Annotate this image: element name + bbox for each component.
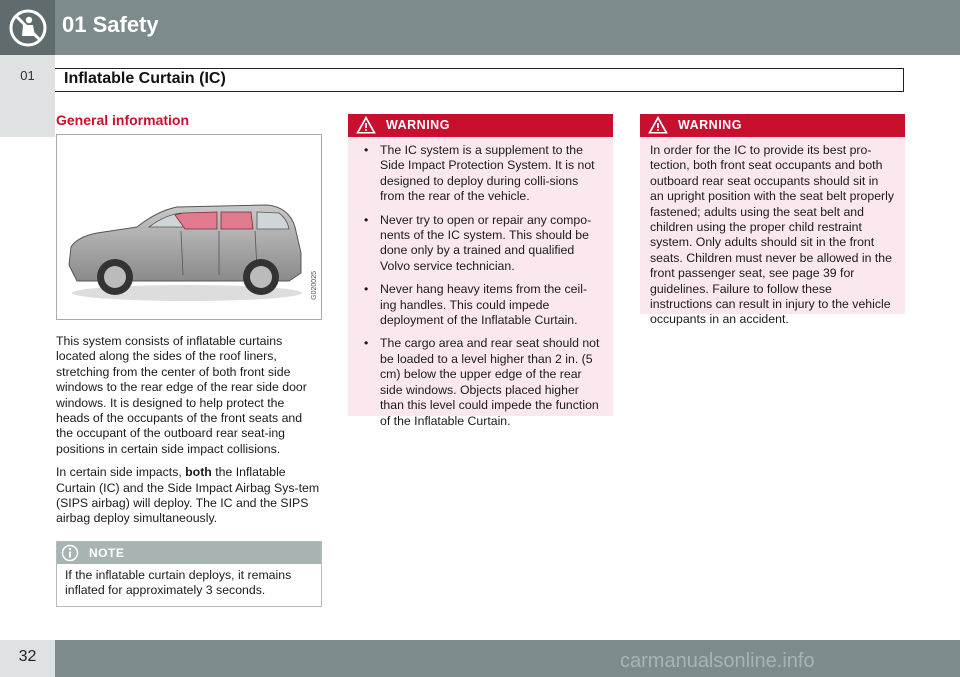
general-paragraph-2 [56,465,321,527]
page-footer [0,640,960,677]
list-item [358,336,603,428]
car-side-curtain-illustration [57,135,321,319]
page-number: 32 [18,648,37,665]
vehicle-illustration [56,134,322,320]
bullet-glyph: • [364,282,369,297]
warning-item-text: The cargo area and rear seat should not be loaded to a level higher than 2 in. (5 cm) below the upper edge of the rear side windows. Objects placed higher than this level could impede the function of the Inflatable Curtain. [380,336,600,428]
bullet-glyph: • [364,143,369,157]
warning-title-2: WARNING [678,118,742,132]
illustration-code: G020025 [311,271,318,300]
list-item [358,143,603,205]
warning-text-2: In order for the IC to provide its best pro-tection, both front seat occupants and both outboard rear seat occupants should sit in an upright position with the seat belt properly fastened; adults using the seat belt and children using the proper child restraint system. Only adults should sit in the front seats. Children must never be allowed in the front passenger seat, see page 39 for guidelines. Failure to follow these instructions can result in injury to the vehicle occupants in an accident. [650,143,895,327]
seatbelt-prohibited-icon [8,8,48,48]
section-title: Inflatable Curtain (IC) [64,70,226,87]
general-information-heading: General information [56,112,190,128]
info-icon [61,544,79,562]
header-icon-box [0,0,55,55]
chapter-title: 01 Safety [62,12,159,37]
warning-box-1 [348,114,613,428]
warning-item-text: Never hang heavy items from the ceil-ing handles. This could impede deployment of the Inflatable Curtain. [380,282,588,328]
note-box [56,541,322,607]
warning-box-2 [640,114,905,327]
note-title: NOTE [89,545,125,560]
note-header [57,542,321,564]
warning-item-text: The IC system is a supplement to the Side Impact Protection System. It is not designed to deploy during colli-sions from the rear of the vehicle. [380,143,595,204]
general-paragraph-1: This system consists of inflatable curtains located along the sides of the roof liners, stretching from the center of both front side windows to the rear edge of the rear side door windows. It is designed to help protect the heads of the occupants of the front seats and the occupant of the outboard rear seat-ing positions in certain side impact collisions. [56,334,307,456]
note-text: If the inflatable curtain deploys, it remains inflated for approximately 3 seconds. [65,567,292,597]
watermark: carmanualsonline.info [620,650,815,672]
bullet-glyph: • [364,336,369,351]
paragraph-2-bold: both [185,465,212,480]
list-item [358,282,603,328]
warning-title-1: WARNING [386,118,450,132]
paragraph-2-end: the Inflatable Curtain (IC) and the Side Impact Airbag Sys-tem (SIPS airbag) will deploy. The IC and the SIPS airbag deploy simultaneously. [56,465,320,526]
general-information-column [56,112,321,607]
bullet-glyph: • [364,212,369,227]
warning-header-2 [640,114,905,137]
paragraph-2-start: In certain side impacts, [56,465,186,480]
warning-triangle-icon [356,116,376,134]
list-item [358,213,603,275]
warning-item-text: Never try to open or repair any compo-nents of the IC system. This should be done only by a trained and qualified Volvo service technician. [380,212,592,273]
warning-list-1 [348,137,613,447]
warning-triangle-icon [648,116,668,134]
chapter-number: 01 [20,68,35,83]
warning-header-1 [348,114,613,137]
